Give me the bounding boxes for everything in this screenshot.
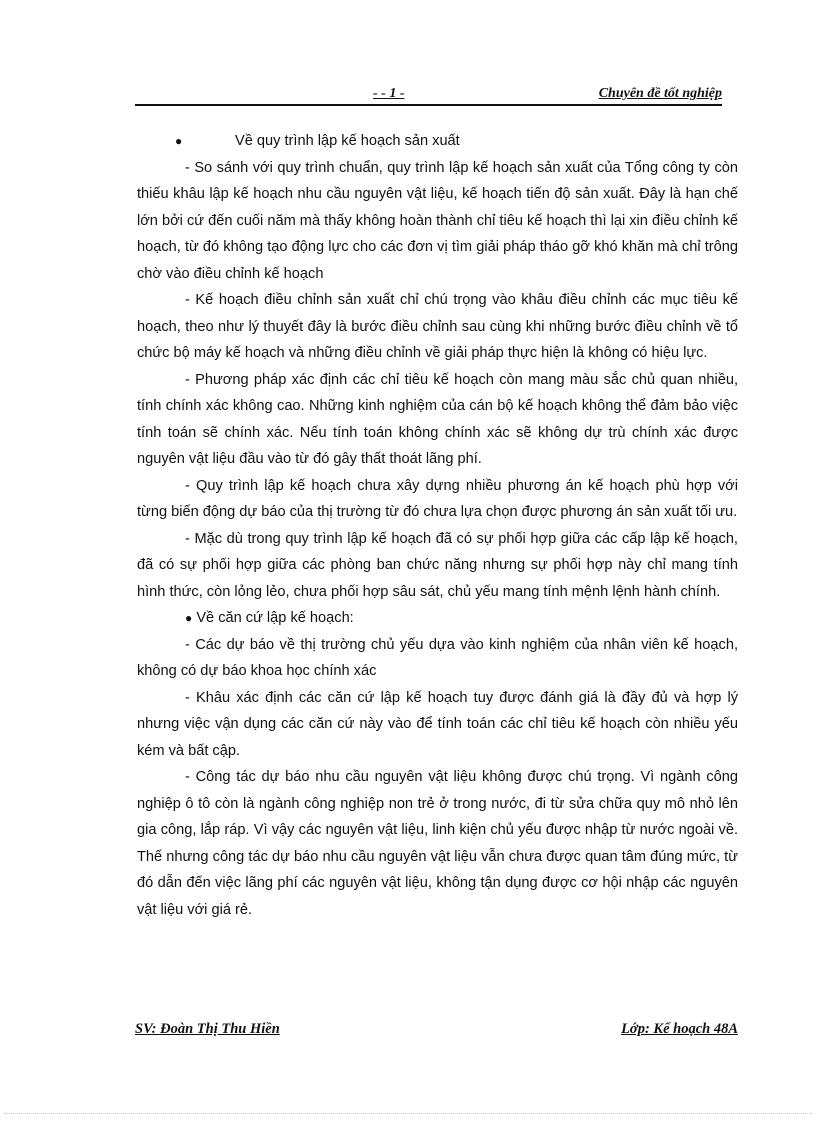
bullet-icon: ● — [185, 611, 193, 625]
paragraph: - Khâu xác định các căn cứ lập kế hoạch tuy được đánh giá là đầy đủ và hợp lý nhưng việc vận dụng các căn cứ này vào để tính toán các chỉ tiêu kế hoạch còn nhiều yếu kém và bất cập. — [137, 689, 738, 759]
section-heading-process — [137, 128, 738, 155]
section-heading-text: Về căn cứ lập kế hoạch: — [196, 610, 354, 626]
page-footer — [135, 1021, 738, 1041]
paragraph: - Các dự báo về thị trường chủ yếu dựa vào kinh nghiệm của nhân viên kế hoạch, không có dự báo khoa học chính xác — [137, 636, 738, 679]
paragraph: - Phương pháp xác định các chỉ tiêu kế hoạch còn mang màu sắc chủ quan nhiều, tính chính xác không cao. Những kinh nghiệm của cán bộ kế hoạch không thể đảm bảo việc tính toán sẽ chính xác. Nếu tính toán không chính xác sẽ không dự trù chính xác được nguyên vật liệu đầu vào từ đó gây thất thoát lãng phí. — [137, 371, 738, 467]
section-heading-text: Về quy trình lập kế hoạch sản xuất — [235, 133, 460, 149]
section-heading-basis — [137, 605, 738, 632]
bullet-icon: ● — [175, 134, 183, 148]
paragraph: - Công tác dự báo nhu cầu nguyên vật liệu không được chú trọng. Vì ngành công nghiệp ô tô còn là ngành công nghiệp non trẻ ở trong nước, đi từ sửa chữa quy mô nhỏ lên gia công, lắp ráp. Vì vậy các nguyên vật liệu, linh kiện chủ yếu được nhập từ nước ngoài về. Thế nhưng công tác dự báo nhu cầu nguyên vật liệu vẫn chưa được quan tâm đúng mức, từ đó dẫn đến việc lãng phí các nguyên vật liệu, không tận dụng được cơ hội nhập các nguyên vật liệu với giá rẻ. — [137, 769, 738, 918]
page-header — [135, 86, 722, 106]
page-number: - - 1 - — [373, 86, 405, 101]
paragraph: - So sánh với quy trình chuẩn, quy trình lập kế hoạch sản xuất của Tổng công ty còn thiếu khâu lập kế hoạch nhu cầu nguyên vật liệu, kế hoạch tiến độ sản xuất. Đây là hạn chế lớn bởi cứ đến cuối năm mà thấy không hoàn thành chỉ tiêu kế hoạch thì lại xin điều chỉnh kế hoạch, từ đó không tạo động lực cho các đơn vị tìm giải pháp tháo gỡ khó khăn mà chỉ trông chờ vào điều chỉnh kế hoạch — [137, 159, 738, 282]
footer-class: Lớp: Kế hoạch 48A — [621, 1021, 738, 1037]
body-text — [137, 128, 738, 923]
document-title: Chuyên đề tốt nghiệp — [598, 86, 722, 101]
paragraph: - Mặc dù trong quy trình lập kế hoạch đã có sự phối hợp giữa các cấp lập kế hoạch, đã có sự phối hợp giữa các phòng ban chức năng nhưng sự phối hợp này chỉ mang tính hình thức, còn lỏng lẻo, chưa phối hợp sâu sát, chủ yếu mang tính mệnh lệnh hành chính. — [137, 530, 738, 600]
paragraph: - Quy trình lập kế hoạch chưa xây dựng nhiều phương án kế hoạch phù hợp với từng biến động dự báo của thị trường từ đó chưa lựa chọn được phương án sản xuất tối ưu. — [137, 477, 738, 520]
footer-student: SV: Đoàn Thị Thu Hiền — [135, 1021, 280, 1037]
paragraph: - Kế hoạch điều chỉnh sản xuất chỉ chú trọng vào khâu điều chỉnh các mục tiêu kế hoạch, theo như lý thuyết đây là bước điều chỉnh sau cùng khi những bước điều chỉnh về tổ chức bộ máy kế hoạch và những điều chỉnh về giải pháp thực hiện là không có hiệu lực. — [137, 292, 738, 361]
page-bottom-divider — [4, 1113, 812, 1114]
